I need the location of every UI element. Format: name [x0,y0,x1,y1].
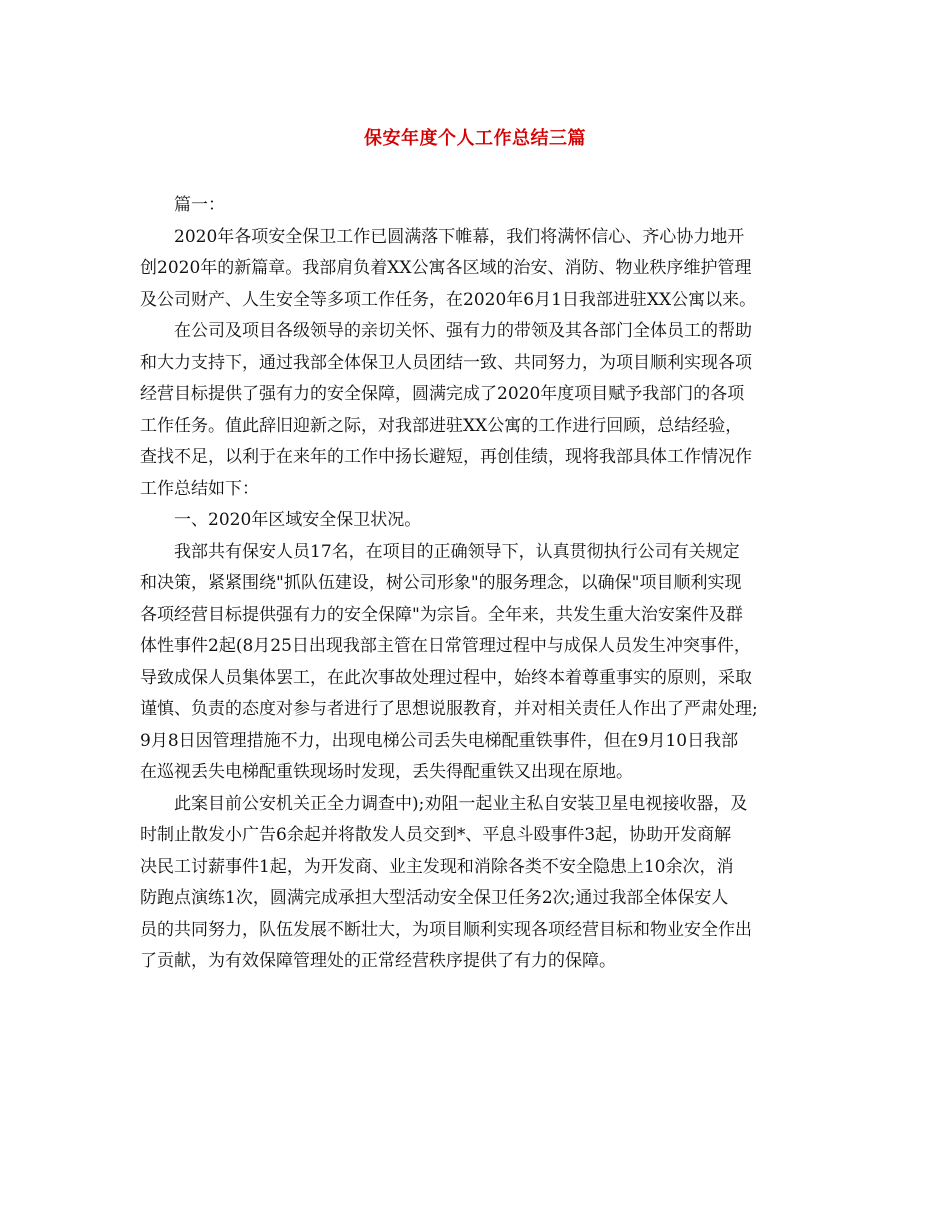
text-line: 我部共有保安人员17名，在项目的正确领导下，认真贯彻执行公司有关规定 [174,541,740,562]
document-title: 保安年度个人工作总结三篇 [364,128,586,149]
text-line: 各项经营目标提供强有力的安全保障"为宗旨。全年来，共发生重大治安案件及群 [140,604,743,625]
document-body [140,190,815,978]
text-line: 创2020年的新篇章。我部肩负着XX公寓各区域的治安、消防、物业秩序维护管理 [140,258,752,278]
text-line: 在公司及项目各级领导的亲切关怀、强有力的带领及其各部门全体员工的帮助 [174,321,752,341]
text-line: 体性事件2起(8月25日出现我部主管在日常管理过程中与成保人员发生冲突事件， [140,636,751,656]
text-line: 在巡视丢失电梯配重铁现场时发现，丢失得配重铁又出现在原地。 [140,762,633,782]
text-line: 时制止散发小广告6余起并将散发人员交到*、平息斗殴事件3起，协助开发商解 [140,825,732,845]
text-line: 谨慎、负责的态度对参与者进行了思想说服教育，并对相关责任人作出了严肃处理; [140,699,758,719]
text-line: 导致成保人员集体罢工，在此次事故处理过程中，始终本着尊重事实的原则，采取 [140,667,752,688]
text-line: 和大力支持下，通过我部全体保卫人员团结一致、共同努力，为项目顺利实现各项 [140,352,752,373]
text-line: 工作总结如下： [140,478,259,499]
text-line: 工作任务。值此辞旧迎新之际，对我部进驻XX公寓的工作进行回顾，总结经验， [140,415,743,436]
text-line: 防跑点演练1次，圆满完成承担大型活动安全保卫任务2次;通过我部全体保安人 [140,888,729,908]
text-line: 员的共同努力，队伍发展不断壮大，为项目顺利实现各项经营目标和物业安全作出 [140,919,752,940]
text-line: 一、2020年区域安全保卫状况。 [174,510,422,530]
text-line: 经营目标提供了强有力的安全保障，圆满完成了2020年度项目赋予我部门的各项 [140,384,745,404]
text-line: 2020年各项安全保卫工作已圆满落下帷幕，我们将满怀信心、齐心协力地开 [174,226,745,247]
text-line: 及公司财产、人生安全等多项工作任务，在2020年6月1日我部进驻XX公寓以来。 [140,289,757,310]
text-line: 9月8日因管理措施不力，出现电梯公司丢失电梯配重铁事件，但在9月10日我部 [140,730,739,751]
text-line: 和决策，紧紧围绕"抓队伍建设，树公司形象"的服务理念，以确保"项目顺利实现 [140,573,742,593]
text-line: 此案目前公安机关正全力调查中);劝阻一起业主私自安装卫星电视接收器，及 [174,793,748,814]
text-line: 篇一： [174,195,225,215]
text-line: 决民工讨薪事件1起，为开发商、业主发现和消除各类不安全隐患上10余次，消 [140,856,734,877]
text-line: 查找不足，以利于在来年的工作中扬长避短，再创佳绩，现将我部具体工作情况作 [140,447,752,467]
text-line: 了贡献，为有效保障管理处的正常经营秩序提供了有力的保障。 [140,951,616,971]
